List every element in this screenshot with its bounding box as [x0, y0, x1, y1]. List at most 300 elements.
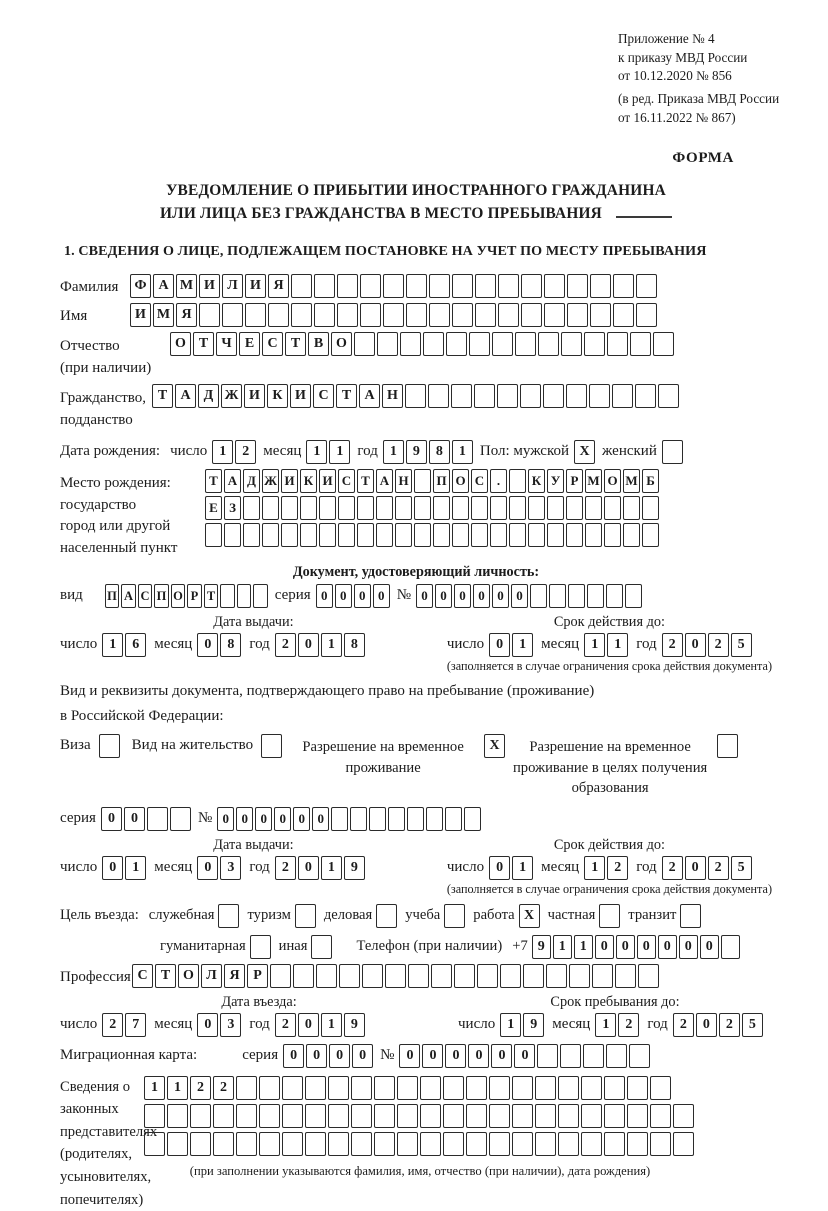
char-cell: 1	[102, 633, 123, 657]
char-cell	[471, 496, 488, 520]
residence-doc-dates	[60, 837, 772, 897]
purpose-humanitarian-checkbox	[250, 935, 273, 959]
char-cell	[350, 807, 367, 831]
purpose-other-label: иная	[278, 938, 308, 955]
sex-male-label: Пол: мужской	[479, 443, 570, 460]
profession-cells	[132, 964, 661, 988]
valid-month-cells	[584, 633, 630, 657]
char-cell	[451, 384, 472, 408]
char-cell	[406, 303, 427, 327]
char-cell: 0	[595, 935, 614, 959]
char-cell: Р	[566, 469, 583, 493]
valid-month-cells	[584, 856, 630, 880]
char-cell	[452, 303, 473, 327]
char-cell	[331, 807, 348, 831]
identity-doc-heading: Документ, удостоверяющий личность:	[292, 563, 540, 580]
char-cell	[190, 1104, 211, 1128]
char-cell	[568, 584, 585, 608]
char-cell: Б	[642, 469, 659, 493]
char-cell	[243, 523, 260, 547]
char-cell: 0	[197, 633, 218, 657]
char-cell	[585, 523, 602, 547]
char-cell	[222, 303, 243, 327]
char-cell	[443, 1076, 464, 1100]
day-label: число	[458, 1016, 496, 1033]
char-cell	[99, 734, 120, 758]
doc-kind-label: вид	[60, 587, 83, 604]
month-label: месяц	[154, 636, 193, 653]
doc-series-cells	[316, 584, 392, 608]
char-cell: 0	[306, 1044, 327, 1068]
char-cell: 5	[731, 856, 752, 880]
char-cell: 1	[321, 856, 342, 880]
char-cell: 2	[708, 633, 729, 657]
char-cell	[530, 584, 547, 608]
char-cell: Е	[239, 332, 260, 356]
char-cell	[337, 274, 358, 298]
char-cell: 1	[321, 1013, 342, 1037]
year-label: год	[357, 443, 378, 460]
char-cell: А	[224, 469, 241, 493]
char-cell	[414, 523, 431, 547]
char-cell: 1	[144, 1076, 165, 1100]
char-cell: Я	[268, 274, 289, 298]
char-cell	[397, 1076, 418, 1100]
year-label: год	[647, 1016, 668, 1033]
char-cell	[383, 303, 404, 327]
char-cell	[658, 384, 679, 408]
char-cell: 0	[352, 1044, 373, 1068]
representatives-label-line: усыновителях,	[60, 1169, 152, 1186]
char-cell	[282, 1104, 303, 1128]
char-cell	[452, 496, 469, 520]
char-cell: 1	[383, 440, 404, 464]
day-label: число	[446, 859, 485, 876]
char-cell	[433, 523, 450, 547]
residence-series-row	[60, 807, 772, 831]
char-cell: А	[175, 384, 196, 408]
char-cell: 5	[742, 1013, 763, 1037]
char-cell	[319, 496, 336, 520]
char-cell	[584, 332, 605, 356]
residence-doc-types-row	[60, 732, 772, 798]
char-cell: 0	[293, 807, 310, 831]
char-cell	[521, 274, 542, 298]
char-cell	[405, 384, 426, 408]
header-note-line: от 16.11.2022 № 867)	[618, 109, 736, 125]
char-cell	[414, 469, 431, 493]
char-cell: 0	[491, 1044, 512, 1068]
char-cell: И	[245, 274, 266, 298]
char-cell: 0	[685, 633, 706, 657]
char-cell: И	[319, 469, 336, 493]
char-cell	[147, 807, 168, 831]
char-cell	[250, 935, 271, 959]
visit-purpose-row2	[160, 935, 772, 959]
char-cell: 0	[236, 807, 253, 831]
char-cell	[612, 384, 633, 408]
char-cell: 2	[275, 856, 296, 880]
char-cell	[567, 274, 588, 298]
birth-place-cells-row2	[205, 496, 661, 520]
char-cell: 1	[306, 440, 327, 464]
char-cell	[630, 332, 651, 356]
purpose-official-checkbox	[218, 904, 241, 928]
char-cell: О	[178, 964, 199, 988]
char-cell	[590, 274, 611, 298]
char-cell	[369, 807, 386, 831]
char-cell	[414, 496, 431, 520]
purpose-tourism-label: туризм	[247, 907, 291, 924]
char-cell: Т	[155, 964, 176, 988]
char-cell	[537, 1044, 558, 1068]
char-cell	[374, 1132, 395, 1156]
char-cell	[469, 332, 490, 356]
char-cell	[444, 904, 465, 928]
profession-row	[60, 964, 772, 988]
char-cell: Л	[201, 964, 222, 988]
char-cell	[213, 1132, 234, 1156]
day-label: число	[60, 1016, 98, 1033]
char-cell: М	[153, 303, 174, 327]
char-cell: 9	[344, 1013, 365, 1037]
issue-date-heading: Дата выдачи:	[213, 613, 294, 630]
surname-label: Фамилия	[60, 278, 119, 295]
surname-row	[60, 274, 772, 298]
char-cell: 1	[321, 633, 342, 657]
issue-month-cells	[197, 633, 243, 657]
char-cell	[253, 584, 268, 608]
char-cell	[259, 1076, 280, 1100]
representatives-cells-row2	[144, 1104, 696, 1128]
char-cell	[642, 496, 659, 520]
page-title-line1: УВЕДОМЛЕНИЕ О ПРИБЫТИИ ИНОСТРАННОГО ГРАЖДАНИНА	[166, 181, 666, 199]
char-cell	[282, 1076, 303, 1100]
char-cell	[497, 384, 518, 408]
char-cell	[314, 274, 335, 298]
char-cell: 0	[102, 856, 123, 880]
char-cell	[627, 1076, 648, 1100]
char-cell: 0	[658, 935, 677, 959]
edu-permit-checkbox	[717, 734, 740, 758]
char-cell	[544, 303, 565, 327]
mc-series-cells	[283, 1044, 375, 1068]
char-cell: М	[585, 469, 602, 493]
char-cell: 0	[354, 584, 371, 608]
char-cell	[464, 807, 481, 831]
char-cell	[311, 935, 332, 959]
char-cell	[270, 964, 291, 988]
purpose-humanitarian-label: гуманитарная	[160, 938, 246, 955]
char-cell: 1	[167, 1076, 188, 1100]
year-label: год	[636, 636, 657, 653]
char-cell: Т	[204, 584, 219, 608]
char-cell: 0	[255, 807, 272, 831]
phone-label: Телефон (при наличии)	[356, 938, 503, 955]
char-cell	[397, 1132, 418, 1156]
char-cell	[523, 964, 544, 988]
char-cell	[420, 1076, 441, 1100]
char-cell: 2	[102, 1013, 123, 1037]
char-cell: П	[433, 469, 450, 493]
doc-series-label: серия	[274, 587, 311, 604]
char-cell	[547, 496, 564, 520]
purpose-business-label: деловая	[323, 907, 373, 924]
char-cell	[604, 1076, 625, 1100]
purpose-study-label: учеба	[405, 907, 441, 924]
page-title	[60, 179, 772, 225]
char-cell	[590, 303, 611, 327]
char-cell: Т	[285, 332, 306, 356]
purpose-work-label: работа	[473, 907, 515, 924]
char-cell	[281, 523, 298, 547]
purpose-private-label: частная	[547, 907, 596, 924]
char-cell: А	[153, 274, 174, 298]
issue-day-cells	[102, 633, 148, 657]
char-cell	[558, 1132, 579, 1156]
char-cell	[420, 1104, 441, 1128]
char-cell	[220, 584, 235, 608]
year-label: год	[636, 859, 657, 876]
char-cell	[295, 904, 316, 928]
char-cell: К	[267, 384, 288, 408]
char-cell: 0	[685, 856, 706, 880]
representatives-label-line: Сведения о	[60, 1078, 131, 1095]
day-label: число	[170, 443, 208, 460]
identity-doc-dates	[60, 614, 772, 674]
valid-until-note: (заполняется в случае ограничения срока действия документа)	[446, 658, 772, 673]
char-cell	[245, 303, 266, 327]
citizenship-cells	[152, 384, 681, 408]
char-cell	[566, 523, 583, 547]
surname-cells	[130, 274, 659, 298]
char-cell	[397, 1104, 418, 1128]
header-note-line: к приказу МВД России	[618, 49, 748, 65]
char-cell: 7	[125, 1013, 146, 1037]
month-label: месяц	[552, 1016, 591, 1033]
valid-year-cells	[662, 856, 754, 880]
char-cell: З	[224, 496, 241, 520]
char-cell	[237, 584, 252, 608]
entry-date-heading: Дата въезда:	[221, 993, 297, 1010]
valid-until-heading: Срок действия до:	[553, 613, 666, 630]
birth-date-row	[60, 440, 772, 464]
char-cell: 2	[618, 1013, 639, 1037]
char-cell	[613, 303, 634, 327]
char-cell	[433, 496, 450, 520]
char-cell	[351, 1076, 372, 1100]
char-cell	[604, 1104, 625, 1128]
char-cell	[592, 964, 613, 988]
representatives-cells-row1	[144, 1076, 696, 1100]
char-cell: 1	[329, 440, 350, 464]
char-cell	[543, 384, 564, 408]
char-cell	[305, 1104, 326, 1128]
char-cell	[357, 523, 374, 547]
char-cell	[520, 384, 541, 408]
header-note-line: Приложение № 4	[618, 31, 715, 46]
char-cell	[388, 807, 405, 831]
char-cell	[489, 1132, 510, 1156]
char-cell	[477, 964, 498, 988]
purpose-business-checkbox	[376, 904, 399, 928]
char-cell: Т	[336, 384, 357, 408]
month-label: месяц	[263, 443, 302, 460]
phone-cells	[532, 935, 742, 959]
char-cell: К	[300, 469, 317, 493]
char-cell	[581, 1076, 602, 1100]
char-cell: К	[528, 469, 545, 493]
char-cell	[377, 332, 398, 356]
char-cell	[408, 964, 429, 988]
char-cell: О	[331, 332, 352, 356]
char-cell	[199, 303, 220, 327]
char-cell	[509, 469, 526, 493]
char-cell: 0	[399, 1044, 420, 1068]
issue-year-cells	[275, 856, 367, 880]
representatives-label-line: (родителях,	[60, 1146, 133, 1163]
patronymic-cells	[170, 332, 676, 356]
year-label: год	[249, 859, 270, 876]
char-cell: О	[604, 469, 621, 493]
char-cell	[604, 1132, 625, 1156]
char-cell	[383, 274, 404, 298]
char-cell	[547, 523, 564, 547]
char-cell	[629, 1044, 650, 1068]
char-cell: С	[471, 469, 488, 493]
char-cell	[300, 496, 317, 520]
birth-place-cells-row3	[205, 523, 661, 547]
representatives-label-line: представителях	[60, 1123, 158, 1140]
number-label: №	[197, 810, 213, 827]
char-cell: В	[308, 332, 329, 356]
char-cell	[521, 303, 542, 327]
char-cell	[599, 904, 620, 928]
char-cell: 0	[637, 935, 656, 959]
char-cell	[509, 496, 526, 520]
char-cell: А	[121, 584, 136, 608]
char-cell	[625, 584, 642, 608]
char-cell: А	[376, 469, 393, 493]
char-cell: М	[623, 469, 640, 493]
char-cell	[190, 1132, 211, 1156]
char-cell: Н	[382, 384, 403, 408]
char-cell: 2	[719, 1013, 740, 1037]
char-cell	[466, 1076, 487, 1100]
birth-month-cells	[306, 440, 352, 464]
char-cell: 0	[700, 935, 719, 959]
char-cell: Р	[247, 964, 268, 988]
char-cell: 2	[235, 440, 256, 464]
char-cell: 0	[679, 935, 698, 959]
char-cell	[357, 496, 374, 520]
char-cell	[351, 1104, 372, 1128]
char-cell	[445, 807, 462, 831]
char-cell	[374, 1076, 395, 1100]
char-cell: 0	[316, 584, 333, 608]
char-cell: 6	[125, 633, 146, 657]
char-cell	[528, 496, 545, 520]
visa-label: Виза	[60, 737, 91, 754]
birth-year-cells	[383, 440, 475, 464]
char-cell	[475, 303, 496, 327]
char-cell	[236, 1076, 257, 1100]
char-cell: 0	[473, 584, 490, 608]
char-cell: И	[199, 274, 220, 298]
char-cell: 8	[220, 633, 241, 657]
valid-until-heading: Срок действия до:	[553, 836, 666, 853]
char-cell: С	[138, 584, 153, 608]
char-cell: С	[313, 384, 334, 408]
sex-female-checkbox	[662, 440, 685, 464]
char-cell	[429, 303, 450, 327]
migration-card-label: Миграционная карта:	[60, 1047, 198, 1064]
char-cell: .	[490, 469, 507, 493]
char-cell: 0	[298, 633, 319, 657]
char-cell	[407, 807, 424, 831]
char-cell: 0	[373, 584, 390, 608]
mc-number-label: №	[380, 1047, 395, 1064]
char-cell	[673, 1132, 694, 1156]
char-cell: 0	[298, 1013, 319, 1037]
char-cell	[581, 1104, 602, 1128]
entry-stay-dates	[60, 994, 772, 1037]
char-cell	[291, 303, 312, 327]
char-cell	[466, 1104, 487, 1128]
char-cell: Т	[193, 332, 214, 356]
char-cell	[452, 523, 469, 547]
char-cell: 0	[616, 935, 635, 959]
char-cell: 1	[584, 856, 605, 880]
char-cell	[338, 523, 355, 547]
char-cell	[642, 523, 659, 547]
month-label: месяц	[541, 859, 580, 876]
char-cell	[454, 964, 475, 988]
char-cell: 9	[532, 935, 551, 959]
purpose-work-checkbox	[519, 904, 542, 928]
char-cell	[354, 332, 375, 356]
purpose-official-label: служебная	[148, 907, 215, 924]
char-cell	[281, 496, 298, 520]
char-cell	[558, 1104, 579, 1128]
char-cell	[420, 1132, 441, 1156]
char-cell: 1	[125, 856, 146, 880]
char-cell: 1	[512, 856, 533, 880]
char-cell	[305, 1076, 326, 1100]
sex-female-label: женский	[602, 443, 657, 460]
char-cell: А	[359, 384, 380, 408]
issue-day-cells	[102, 856, 148, 880]
day-label: число	[60, 636, 98, 653]
char-cell: О	[452, 469, 469, 493]
residence-series-cells	[101, 807, 193, 831]
char-cell	[351, 1132, 372, 1156]
char-cell	[567, 303, 588, 327]
char-cell: М	[176, 274, 197, 298]
char-cell: 0	[197, 856, 218, 880]
char-cell: Я	[224, 964, 245, 988]
char-cell: 0	[312, 807, 329, 831]
char-cell	[452, 274, 473, 298]
edu-permit-label: Разрешение на временное проживание в целях получения образования	[512, 739, 708, 797]
char-cell	[471, 523, 488, 547]
char-cell: 9	[523, 1013, 544, 1037]
char-cell	[636, 303, 657, 327]
representatives-label-line: попечителях)	[60, 1191, 144, 1208]
char-cell	[581, 1132, 602, 1156]
char-cell	[259, 1104, 280, 1128]
header-note-line: (в ред. Приказа МВД России	[618, 91, 780, 107]
